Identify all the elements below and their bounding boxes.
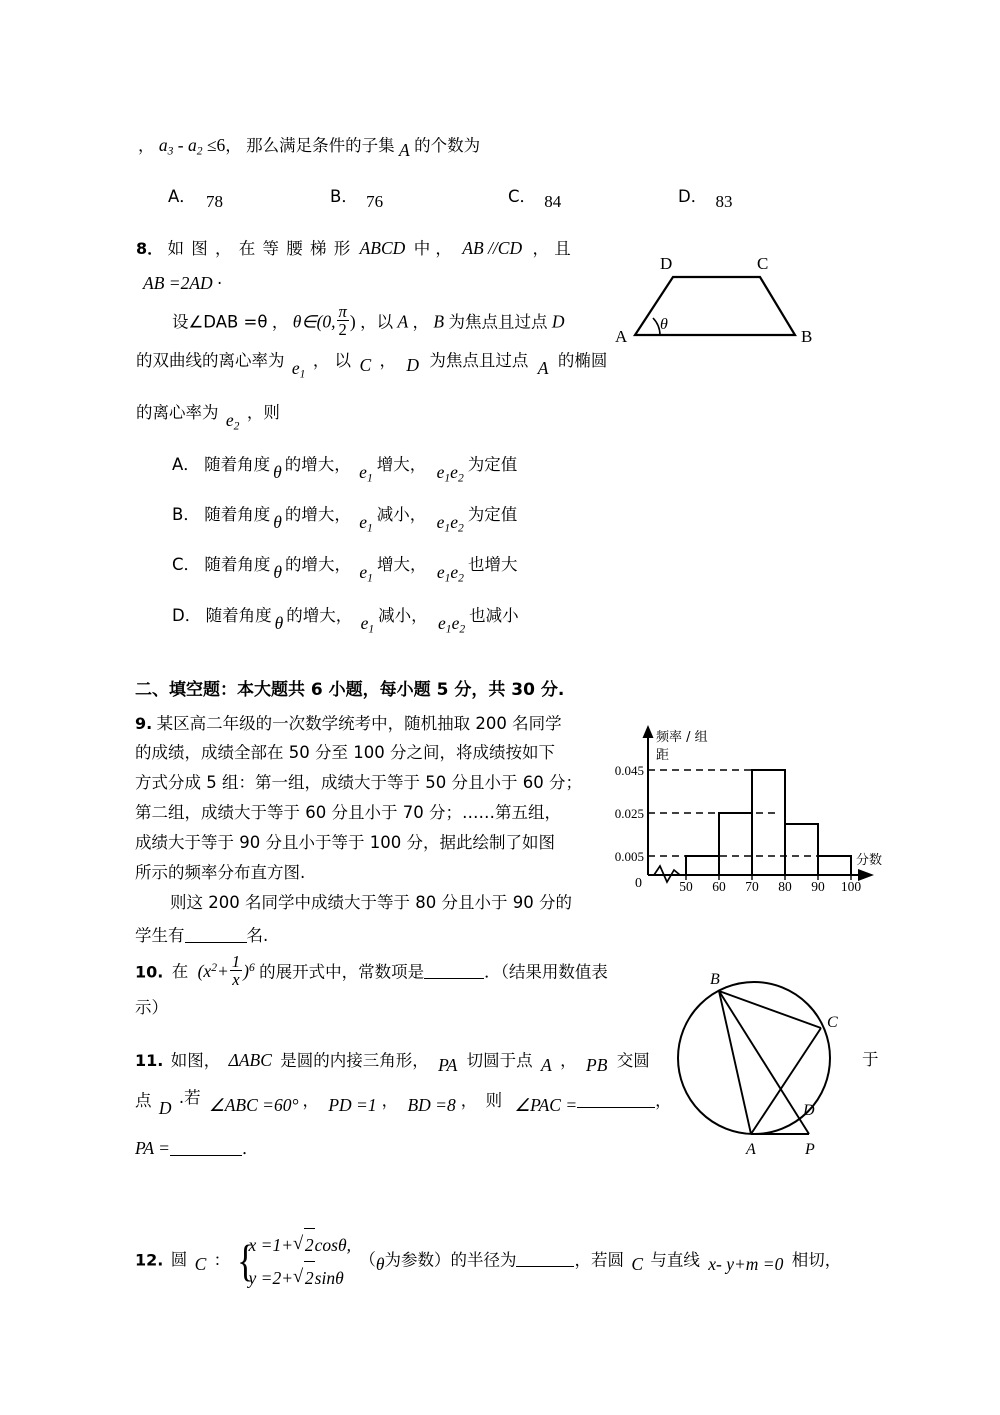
q8-option-d-text-3: 减小， <box>378 606 428 625</box>
q8-text-4: ，以 <box>360 312 394 332</box>
q9-text-line-4: 第二组，成绩大于等于 60 分且小于 70 分；……第五组， <box>135 803 561 822</box>
q7-option-c[interactable] <box>508 187 562 211</box>
q11-answer-blank-1[interactable] <box>577 1090 655 1108</box>
q9-tail-line-2 <box>135 925 268 944</box>
q7-option-d[interactable] <box>678 187 733 211</box>
q8-option-b-text-1: 随着角度 <box>204 505 271 524</box>
q7-relation: ≤6 <box>206 135 226 155</box>
q8-option-b-label: B． <box>172 505 200 524</box>
q8-option-a-e1: $e_1$ <box>359 462 373 485</box>
q8-text-2: 中 ， <box>413 239 452 258</box>
q7-text-2: 的个数为 <box>414 136 481 155</box>
q8-parallel-relation: AB //CD <box>462 238 523 258</box>
q8-interval-close: ) <box>349 311 356 332</box>
q9-tail-text-a: 学生有 <box>135 925 185 945</box>
q8-option-a-text-1: 随着角度 <box>204 455 271 474</box>
q8-line-3 <box>172 301 565 342</box>
q11-fig-label-b: B <box>710 971 720 988</box>
q9-text-line-1: 某区高二年级的一次数学统考中，随机抽取 200 名同学 <box>156 714 562 733</box>
q8-text-3: ， 且 <box>532 239 571 258</box>
q11-text-c: 切圆于点 <box>466 1051 533 1070</box>
q8-e2: $e_2$ <box>225 410 240 433</box>
q8-option-b-text-2: 的增大， <box>284 505 351 524</box>
q8-fig-label-b: B <box>801 327 813 346</box>
q8-option-b-text-3: 减小， <box>376 505 427 524</box>
q8-option-d-e1: $e_1$ <box>360 613 375 636</box>
q8-line-2 <box>143 275 222 293</box>
q8-fig-label-theta: θ <box>660 316 668 333</box>
q8-trapezoid-figure <box>605 245 820 355</box>
q12-circle-c-2: C <box>631 1254 643 1275</box>
q11-answer-blank-2[interactable] <box>170 1138 242 1156</box>
q8-option-c-text-2: 的增大， <box>285 555 352 574</box>
q10-text-a: 在 <box>171 962 189 982</box>
q12-text-e: 相切， <box>791 1250 842 1270</box>
q12-text-a: 圆 <box>170 1250 188 1270</box>
bar-50-60 <box>686 856 719 875</box>
q10-number: 10. <box>135 962 164 982</box>
q8-option-d-e1e2: $e_1e_2$ <box>438 613 466 636</box>
q7-option-a-value: 78 <box>206 192 224 211</box>
q7-option-c-value: 84 <box>544 192 562 211</box>
q8-fig-label-d: D <box>660 254 673 273</box>
q9-number: 9. <box>135 714 153 733</box>
q7-option-b-label: B． <box>330 187 358 206</box>
q8-number: 8． <box>136 239 164 258</box>
q8-point-c: C <box>359 355 372 375</box>
q8-option-b[interactable] <box>172 505 518 535</box>
q8-angle-def: 设∠DAB =θ <box>172 312 268 332</box>
q12-text-c: ，若圆 <box>574 1250 624 1270</box>
q8-option-d-text-1: 随着角度 <box>205 606 272 625</box>
q12-param-y: y =2+ √ 2sinθ <box>249 1261 351 1294</box>
q8-fig-label-a: A <box>615 327 628 346</box>
q7-minus: - <box>177 135 184 155</box>
q11-bd-value: BD =8 <box>407 1094 456 1115</box>
q8-option-a-text-3: 增大， <box>376 455 427 474</box>
q7-option-a-label: A． <box>168 187 196 206</box>
y-axis-title-line-1: 频率 / 组 <box>656 730 708 745</box>
q11-fig-label-p: P <box>805 1141 815 1158</box>
q8-line-5 <box>136 403 280 433</box>
q12-brace: { <box>236 1236 254 1286</box>
q7-option-d-value: 83 <box>715 192 733 211</box>
q11-comma-4: ， <box>460 1090 478 1110</box>
q8-fig-label-c: C <box>757 254 769 273</box>
q8-line-4 <box>136 351 608 381</box>
q11-line-3 <box>135 1138 259 1157</box>
q12-text-b: 为参数）的半径为 <box>384 1250 517 1270</box>
q8-interval-open: (0, <box>316 311 336 332</box>
q8-text-5: 为焦点且过点 <box>448 312 548 332</box>
q12-param-x: x =1+ √ 2cosθ, <box>249 1228 351 1261</box>
section-2-heading: 二、填空题：本大题共 6 小题，每小题 5 分，共 30 分. <box>135 680 565 700</box>
q11-fig-label-c: C <box>827 1014 838 1031</box>
q12-line <box>135 1228 841 1295</box>
q7-comma: ， <box>225 136 242 155</box>
q11-fig-label-a: A <box>746 1141 756 1158</box>
x-axis-title: 分数 <box>856 853 883 868</box>
q8-option-b-text-4: 为定值 <box>467 505 518 524</box>
q8-option-d-label: D． <box>172 606 202 625</box>
ytick-0005: 0.005 <box>614 849 644 864</box>
q8-option-b-e1: $e_1$ <box>359 512 373 535</box>
q9-tail-line-1: 则这 200 名同学中成绩大于等于 80 分且小于 90 分的 <box>170 893 572 912</box>
q10-text-c: ．（结果用数值表 <box>484 962 608 982</box>
q12-number: 12. <box>135 1250 164 1270</box>
bar-60-70 <box>719 813 752 875</box>
q9-text-line-5: 成绩大于等于 90 分且小于等于 100 分，据此绘制了如图 <box>135 833 555 852</box>
q10-line-2: 示） <box>135 998 168 1017</box>
q11-line-1 <box>135 1050 650 1075</box>
q7-a2: $a_2$ <box>187 135 203 158</box>
q10-expression: ($x^2+$ $\frac{1}{x}$ )$^6$ <box>197 951 255 989</box>
bar-70-80 <box>752 770 785 875</box>
q9-text-line-3: 方式分成 5 组：第一组，成绩大于等于 50 分且小于 60 分； <box>135 773 582 792</box>
ytick-0045: 0.045 <box>614 763 644 778</box>
q8-ellipse-ecc-text: 的离心率为 <box>136 403 219 422</box>
q7-option-d-label: D． <box>678 187 708 206</box>
q9-text-line-2: 的成绩，成绩全部在 50 分至 100 分之间，将成绩按如下 <box>135 743 555 762</box>
bar-80-90 <box>785 824 818 875</box>
q11-point-d: D <box>158 1097 172 1118</box>
q7-tail-line <box>138 137 480 158</box>
q8-option-c-text-3: 增大， <box>376 555 427 574</box>
q7-lead-comma: ， <box>138 136 155 155</box>
q11-text-f: .若 <box>178 1087 201 1107</box>
q11-text-then: 则 <box>485 1090 503 1110</box>
q8-option-c-e1e2: $e_1e_2$ <box>436 562 464 585</box>
xtick-90: 90 <box>811 879 825 892</box>
q11-comma-2: ， <box>302 1090 319 1110</box>
q8-option-a-text-2: 的增大， <box>284 455 351 474</box>
y-axis-title-line-2: 距 <box>656 748 670 763</box>
xtick-70: 70 <box>745 879 759 892</box>
q8-option-c-label: C． <box>172 555 201 574</box>
q12-circle-c: C <box>194 1254 207 1275</box>
origin-label: 0 <box>635 876 642 891</box>
q8-hyperbola-ecc-text: 的双曲线的离心率为 <box>136 351 285 370</box>
q8-ab-eq-2ad: AB =2AD <box>143 273 213 293</box>
q7-a3: $a_3$ <box>158 135 174 158</box>
q11-line-2 <box>135 1087 672 1118</box>
q8-theta-in: θ∈ <box>292 311 317 332</box>
q8-option-c-e1: $e_1$ <box>359 562 373 585</box>
q7-option-b[interactable] <box>330 187 384 211</box>
q11-triangle-abc: ΔABC <box>228 1050 272 1070</box>
q8-option-a[interactable] <box>172 455 518 485</box>
q8-option-d[interactable] <box>172 606 519 636</box>
q11-pd-value: PD =1 <box>328 1094 377 1115</box>
q8-pi-over-2: $\frac{\pi}{2}$ <box>338 301 347 339</box>
q11-text-e: 点 <box>135 1090 152 1110</box>
q8-point-a: A <box>397 311 409 332</box>
q11-comma-5: ， <box>655 1090 672 1110</box>
xtick-60: 60 <box>712 879 726 892</box>
q12-colon: ： <box>213 1250 231 1270</box>
q8-option-a-theta: θ <box>273 462 282 482</box>
q8-option-d-text-2: 的增大， <box>286 606 353 625</box>
q11-text-yu: 于 <box>862 1050 879 1069</box>
q7-option-b-value: 76 <box>366 192 384 211</box>
q8-period: · <box>217 274 223 293</box>
q8-option-c-theta: θ <box>273 562 283 582</box>
q11-pa-answer-label: PA = <box>135 1137 170 1158</box>
q9-tail-text-b: 名. <box>246 925 269 945</box>
q8-point-d: D <box>551 311 565 332</box>
q8-comma-1: ， <box>271 312 289 332</box>
q11-text-d: 交圆 <box>616 1051 650 1070</box>
q7-option-c-label: C． <box>508 187 537 206</box>
q8-option-c[interactable] <box>172 555 518 585</box>
q8-point-b: B <box>433 311 445 332</box>
q12-answer-blank-1[interactable] <box>516 1250 574 1268</box>
q10-text-b: 的展开式中，常数项是 <box>259 962 425 982</box>
q8-trapezoid-name: ABCD <box>359 238 406 258</box>
q8-text-7: 为焦点且过点 <box>429 351 529 370</box>
q8-comma-3: ， <box>379 351 396 370</box>
q9-answer-blank[interactable] <box>185 925 247 943</box>
q11-period: ． <box>242 1138 259 1158</box>
q11-text-a: 如图， <box>170 1051 221 1070</box>
q8-option-a-label: A． <box>172 455 200 474</box>
q11-comma-3: ， <box>381 1090 399 1110</box>
ytick-0025: 0.025 <box>614 806 644 821</box>
q9-frequency-histogram <box>608 712 898 892</box>
q12-line-equation: x- y+m =0 <box>708 1254 784 1275</box>
q7-option-a[interactable] <box>168 187 224 211</box>
q11-circle-figure <box>672 962 872 1162</box>
q8-option-c-text-4: 也增大 <box>467 555 518 574</box>
q10-line-1 <box>135 951 608 992</box>
xtick-100: 100 <box>840 879 862 892</box>
q8-option-a-text-4: 为定值 <box>467 455 518 474</box>
q8-line-1 <box>136 240 571 258</box>
q10-answer-blank[interactable] <box>424 962 484 980</box>
q8-option-d-text-4: 也减小 <box>469 606 519 625</box>
q11-angle-pac: ∠PAC = <box>514 1094 578 1115</box>
q8-point-a-2: A <box>537 358 549 378</box>
q12-parametric-system <box>235 1228 351 1295</box>
q8-comma-2: ， <box>412 312 430 332</box>
q8-point-d-2: D <box>406 355 420 375</box>
q11-fig-label-d: D <box>803 1102 815 1119</box>
q9-line-1 <box>135 715 562 733</box>
q11-pa: PA <box>438 1055 458 1075</box>
q8-option-a-e1e2: $e_1e_2$ <box>436 462 464 485</box>
q11-angle-abc: ∠ABC =60° <box>209 1094 299 1115</box>
q11-text-b: 是圆的内接三角形， <box>280 1051 429 1070</box>
q7-text-1: 那么满足条件的子集 <box>246 136 395 155</box>
q12-theta: θ <box>375 1254 385 1275</box>
q7-set-variable: A <box>399 140 410 160</box>
q8-text-6: ， 以 <box>312 351 352 370</box>
q11-point-a: A <box>541 1055 552 1075</box>
q11-number: 11. <box>135 1051 164 1070</box>
q9-text-line-6: 所示的频率分布直方图. <box>135 863 306 882</box>
q11-comma-1: ， <box>560 1051 577 1070</box>
q8-text-9: ，则 <box>246 403 280 422</box>
q8-option-d-theta: θ <box>274 613 284 633</box>
q12-paren-open: （ <box>359 1250 376 1270</box>
q8-option-b-theta: θ <box>273 512 282 532</box>
q11-pb: PB <box>586 1055 608 1075</box>
q8-text-8: 的椭圆 <box>557 351 608 370</box>
xtick-50: 50 <box>679 879 693 892</box>
q8-text-1: 如 图 ， 在 等 腰 梯 形 <box>167 239 352 258</box>
bar-90-100 <box>818 856 851 875</box>
q8-option-b-e1e2: $e_1e_2$ <box>436 512 464 535</box>
q12-text-d: 与直线 <box>650 1250 700 1270</box>
xtick-80: 80 <box>778 879 792 892</box>
q8-option-c-text-1: 随着角度 <box>204 555 271 574</box>
q8-e1: $e_1$ <box>291 358 306 381</box>
